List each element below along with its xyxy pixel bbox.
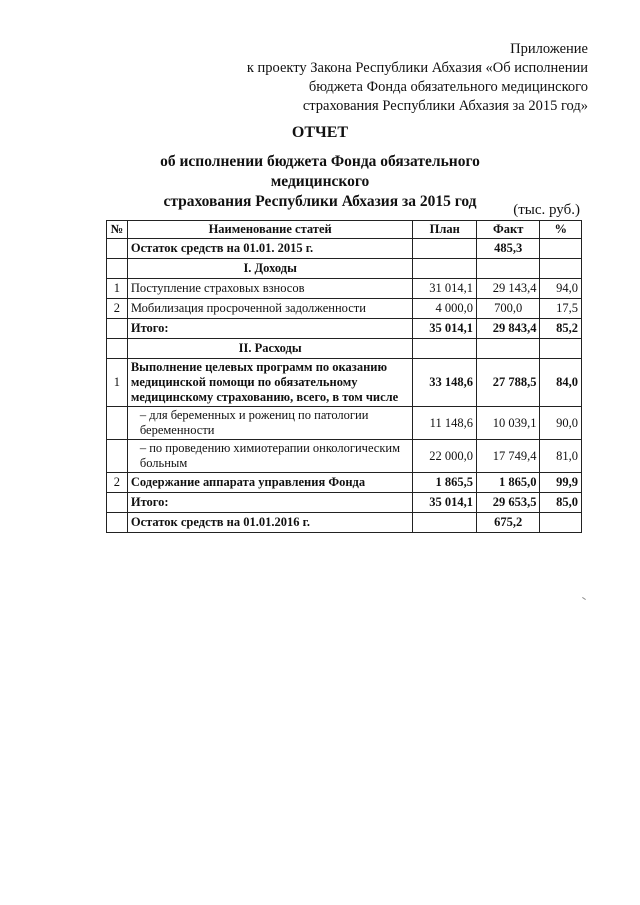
- income-section-row: [107, 259, 582, 279]
- subrow-name: – для беременных и рожениц по патологии беременности: [127, 407, 413, 440]
- table-header-row: [107, 221, 582, 239]
- appendix-note: [247, 40, 588, 116]
- expense-total-plan: 35 014,1: [413, 493, 477, 513]
- expense-main-fact: 27 788,5: [476, 359, 540, 407]
- row-pct: 17,5: [540, 299, 582, 319]
- expense-section-label: II. Расходы: [127, 339, 413, 359]
- cell-plan: [413, 339, 477, 359]
- col-header-plan: План: [413, 221, 477, 239]
- expense-total-label: Итого:: [127, 493, 413, 513]
- scan-speck: [582, 597, 586, 600]
- expense-admin-pct: 99,9: [540, 473, 582, 493]
- opening-balance-label: Остаток средств на 01.01. 2015 г.: [127, 239, 413, 259]
- cell-num: [107, 239, 128, 259]
- income-total-row: [107, 319, 582, 339]
- cell-num: [107, 407, 128, 440]
- expense-section-row: [107, 339, 582, 359]
- subrow-pct: 81,0: [540, 440, 582, 473]
- cell-num: [107, 513, 128, 533]
- row-fact: 29 143,4: [476, 279, 540, 299]
- cell-num: [107, 259, 128, 279]
- expense-admin-row: [107, 473, 582, 493]
- subrow-fact: 10 039,1: [476, 407, 540, 440]
- subtitle-line: страхования Республики Абхазия за 2015 год: [163, 193, 477, 210]
- income-total-plan: 35 014,1: [413, 319, 477, 339]
- expense-total-pct: 85,0: [540, 493, 582, 513]
- expense-main-name: Выполнение целевых программ по оказанию медицинской помощи по обязательному медицинскому страхованию, всего, в том числе: [127, 359, 413, 407]
- cell-plan: [413, 239, 477, 259]
- cell-pct: [540, 513, 582, 533]
- units-label: (тыс. руб.): [513, 202, 580, 218]
- subrow-plan: 11 148,6: [413, 407, 477, 440]
- expense-main-plan: 33 148,6: [413, 359, 477, 407]
- table-row: [107, 279, 582, 299]
- report-subtitle: [110, 152, 530, 212]
- subrow-pct: 90,0: [540, 407, 582, 440]
- expense-subrow: [107, 407, 582, 440]
- subrow-name: – по проведению химиотерапии онкологическим больным: [127, 440, 413, 473]
- appendix-line: бюджета Фонда обязательного медицинского: [308, 79, 588, 95]
- cell-pct: [540, 339, 582, 359]
- cell-pct: [540, 239, 582, 259]
- expense-admin-fact: 1 865,0: [476, 473, 540, 493]
- cell-fact: [476, 259, 540, 279]
- income-section-label: I. Доходы: [127, 259, 413, 279]
- closing-balance-row: [107, 513, 582, 533]
- income-total-fact: 29 843,4: [476, 319, 540, 339]
- subtitle-line: об исполнении бюджета Фонда обязательного медицинского: [160, 153, 480, 190]
- col-header-pct: %: [540, 221, 582, 239]
- expense-admin-plan: 1 865,5: [413, 473, 477, 493]
- row-fact: 700,0: [476, 299, 540, 319]
- expense-total-fact: 29 653,5: [476, 493, 540, 513]
- opening-balance-row: [107, 239, 582, 259]
- opening-balance-fact: 485,3: [476, 239, 540, 259]
- expense-main-pct: 84,0: [540, 359, 582, 407]
- cell-num: [107, 493, 128, 513]
- col-header-num: №: [107, 221, 128, 239]
- cell-fact: [476, 339, 540, 359]
- income-total-pct: 85,2: [540, 319, 582, 339]
- expense-subrow: [107, 440, 582, 473]
- appendix-line: к проекту Закона Республики Абхазия «Об исполнении: [246, 60, 588, 76]
- row-plan: 31 014,1: [413, 279, 477, 299]
- row-plan: 4 000,0: [413, 299, 477, 319]
- row-name: Мобилизация просроченной задолженности: [127, 299, 413, 319]
- income-total-label: Итого:: [127, 319, 413, 339]
- subrow-fact: 17 749,4: [476, 440, 540, 473]
- expense-main-row: [107, 359, 582, 407]
- expense-admin-name: Содержание аппарата управления Фонда: [127, 473, 413, 493]
- cell-plan: [413, 259, 477, 279]
- closing-balance-label: Остаток средств на 01.01.2016 г.: [127, 513, 413, 533]
- appendix-line: страхования Республики Абхазия за 2015 год»: [302, 98, 588, 114]
- row-pct: 94,0: [540, 279, 582, 299]
- row-num: 1: [107, 279, 128, 299]
- expense-total-row: [107, 493, 582, 513]
- cell-pct: [540, 259, 582, 279]
- row-name: Поступление страховых взносов: [127, 279, 413, 299]
- row-num: 1: [107, 359, 128, 407]
- cell-num: [107, 339, 128, 359]
- table-row: [107, 299, 582, 319]
- col-header-name: Наименование статей: [127, 221, 413, 239]
- cell-num: [107, 440, 128, 473]
- row-num: 2: [107, 299, 128, 319]
- report-title: ОТЧЕТ: [291, 124, 349, 141]
- report-table: [106, 220, 582, 533]
- cell-plan: [413, 513, 477, 533]
- col-header-fact: Факт: [476, 221, 540, 239]
- subrow-plan: 22 000,0: [413, 440, 477, 473]
- cell-num: [107, 319, 128, 339]
- row-num: 2: [107, 473, 128, 493]
- appendix-line: Приложение: [510, 41, 588, 57]
- closing-balance-fact: 675,2: [476, 513, 540, 533]
